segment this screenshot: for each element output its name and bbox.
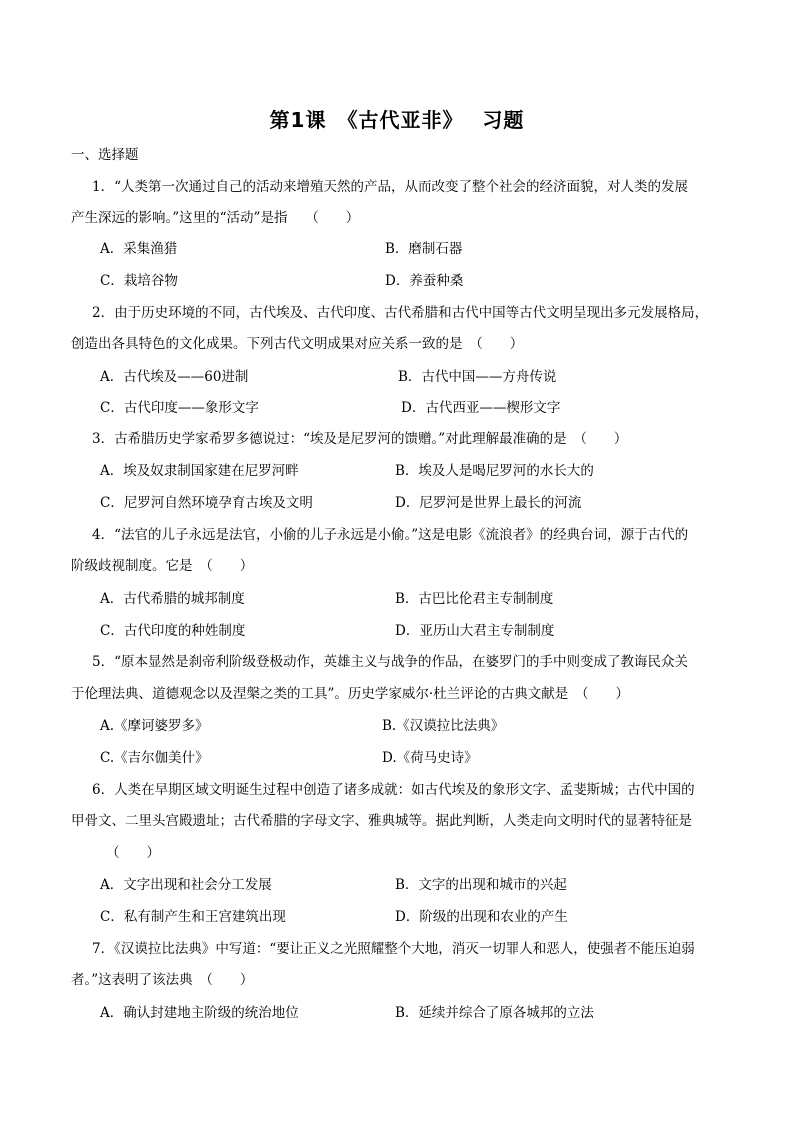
- question-7-option-a: A．确认封建地主阶级的统治地位: [100, 1005, 299, 1021]
- question-3-option-c: C．尼罗河自然环境孕育古埃及文明: [100, 495, 313, 511]
- section-heading: 一、选择题: [71, 147, 139, 163]
- question-2-option-d: D．古代西亚——楔形文字: [401, 400, 561, 416]
- question-6-line-2: 甲骨文、二里头宫殿遗址；古代希腊的字母文字、雅典城等。据此判断，人类走向文明时代的显著特征是: [71, 813, 692, 829]
- question-1-option-a: A．采集渔猎: [100, 241, 178, 257]
- question-4-line-1: 4．“法官的儿子永远是法官，小偷的儿子永远是小偷。”这是电影《流浪者》的经典台词，源于古代的: [92, 527, 689, 543]
- question-7-line-1: 7．《汉谟拉比法典》中写道：“要让正义之光照耀整个大地，消灭一切罪人和恶人，使强者不能压迫弱: [92, 941, 695, 957]
- question-7-option-b: B．延续并综合了原各城邦的立法: [395, 1005, 594, 1021]
- question-4-option-a: A．古代希腊的城邦制度: [100, 591, 245, 607]
- question-1-option-c: C．栽培谷物: [100, 273, 178, 289]
- question-7-line-2: 者。”这表明了该法典 （ ）: [71, 972, 254, 988]
- question-3-option-b: B．埃及人是喝尼罗河的水长大的: [395, 463, 594, 479]
- question-5-option-c: C.《吉尔伽美什》: [100, 750, 209, 766]
- question-1-option-b: B．磨制石器: [385, 241, 463, 257]
- question-3-option-d: D．尼罗河是世界上最长的河流: [395, 495, 582, 511]
- question-4-option-b: B．古巴比伦君主专制制度: [395, 591, 554, 607]
- question-4-option-c: C．古代印度的种姓制度: [100, 623, 246, 639]
- question-5-option-a: A.《摩诃婆罗多》: [100, 718, 209, 734]
- question-5-option-d: D.《荷马史诗》: [382, 750, 478, 766]
- question-5-option-b: B.《汉谟拉比法典》: [382, 718, 505, 734]
- question-2-line-2: 创造出各具特色的文化成果。下列古代文明成果对应关系一致的是 （ ）: [71, 336, 524, 352]
- question-6-option-c: C．私有制产生和王宫建筑出现: [100, 909, 286, 925]
- question-1-line-2: 产生深远的影响。”这里的“活动”是指 （ ）: [71, 210, 360, 226]
- question-1-line-1: 1．“人类第一次通过自己的活动来增殖天然的产品，从而改变了整个社会的经济面貌，对人类的发展: [92, 179, 688, 195]
- question-1-option-d: D．养蚕种桑: [385, 273, 464, 289]
- page-title: 第1课 《古代亚非》 习题: [269, 108, 525, 132]
- question-2-option-c: C．古代印度——象形文字: [100, 400, 259, 416]
- question-6-option-d: D．阶级的出现和农业的产生: [395, 909, 568, 925]
- question-4-option-d: D．亚历山大君主专制制度: [395, 623, 555, 639]
- question-3-option-a: A．埃及奴隶制国家建在尼罗河畔: [100, 463, 299, 479]
- question-6-option-a: A．文字出现和社会分工发展: [100, 877, 272, 893]
- question-2-option-b: B．古代中国——方舟传说: [398, 369, 557, 385]
- question-2-option-a: A．古代埃及——60进制: [100, 369, 249, 385]
- question-6-line-3: （ ）: [106, 845, 160, 861]
- question-6-line-1: 6．人类在早期区域文明诞生过程中创造了诸多成就：如古代埃及的象形文字、孟斐斯城；古代中国的: [92, 782, 695, 798]
- question-5-line-1: 5．“原本显然是刹帝利阶级登极动作，英雄主义与战争的作品，在婆罗门的手中则变成了教诲民众关: [92, 654, 688, 670]
- question-2-line-1: 2．由于历史环境的不同，古代埃及、古代印度、古代希腊和古代中国等古代文明呈现出多元发展格局，: [92, 305, 709, 321]
- question-4-line-2: 阶级歧视制度。它是 （ ）: [71, 558, 254, 574]
- question-5-line-2: 于伦理法典、道德观念以及涅槃之类的工具”。历史学家威尔·杜兰评论的古典文献是 （ ）: [71, 686, 629, 702]
- question-6-option-b: B．文字的出现和城市的兴起: [395, 877, 567, 893]
- question-3-line-1: 3．古希腊历史学家希罗多德说过：“埃及是尼罗河的馈赠。”对此理解最准确的是 （ ）: [92, 431, 628, 447]
